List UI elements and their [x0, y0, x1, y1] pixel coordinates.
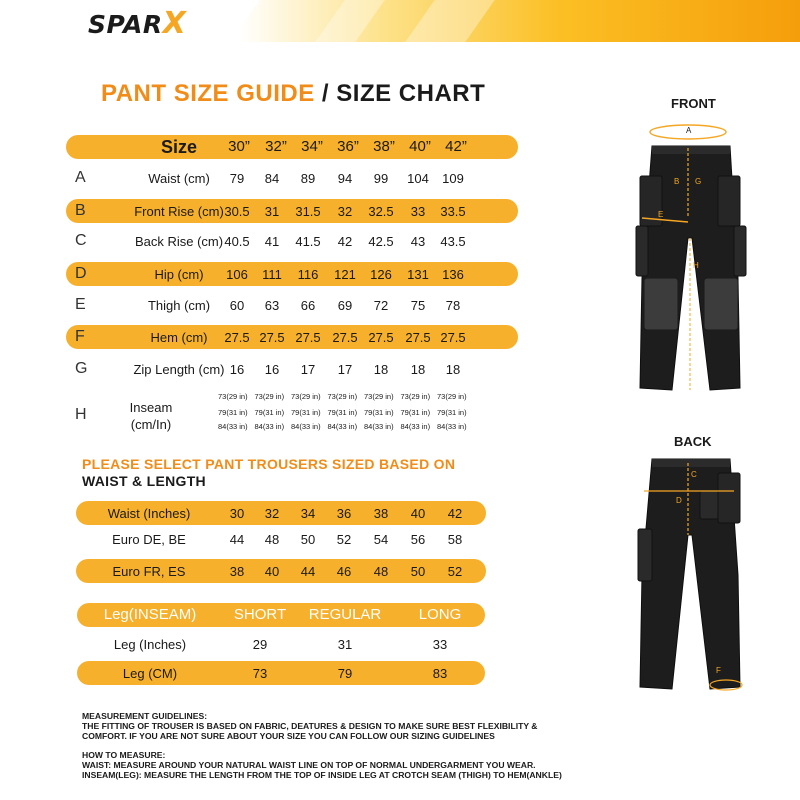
inseam-value: 84(33 in): [291, 422, 321, 431]
row-value: 69: [337, 298, 353, 313]
row-label: Hip (cm): [154, 267, 204, 282]
how-to-measure-inseam: INSEAM(LEG): MEASURE THE LENGTH FROM THE TOP OF INSIDE LEG AT CROTCH SEAM (THIGH) TO HEM(ANKLE): [82, 770, 562, 780]
size-header-value: 32”: [265, 138, 287, 155]
row-value: 17: [300, 362, 316, 377]
back-waistband: [652, 459, 730, 467]
row-value: 31: [264, 204, 280, 219]
size-row-hem: [66, 325, 518, 349]
row-value: 30: [229, 506, 245, 521]
row-value: 58: [447, 532, 463, 547]
leg-row-inches: [77, 632, 485, 656]
row-label: Euro DE, BE: [112, 532, 186, 547]
row-value: 27.5: [259, 330, 285, 345]
inseam-label-line1: Inseam: [129, 400, 173, 415]
size-header-value: 30”: [228, 138, 250, 155]
row-label: Leg (Inches): [113, 637, 187, 652]
brand-name: SPAR: [88, 10, 163, 39]
row-value: 16: [264, 362, 280, 377]
row-value: 40.5: [224, 234, 250, 249]
row-label: Back Rise (cm): [134, 234, 224, 249]
inseam-values-line3: [218, 422, 474, 431]
back-pants-illustration: [630, 455, 750, 695]
row-label: Front Rise (cm): [134, 204, 224, 219]
title-separator: /: [314, 80, 337, 107]
row-value: 30.5: [224, 204, 250, 219]
row-label: Waist (cm): [148, 171, 210, 186]
row-value: 121: [334, 267, 356, 282]
size-row-waist: [66, 166, 518, 190]
row-label: Zip Length (cm): [133, 362, 225, 377]
inseam-value: 84(33 in): [437, 422, 467, 431]
waist-row-euro-de: [76, 527, 486, 551]
row-value: 42.5: [368, 234, 394, 249]
marker-f: F: [716, 666, 721, 675]
row-value: 73: [252, 666, 268, 681]
marker-a: A: [686, 126, 692, 135]
row-value: 27.5: [405, 330, 431, 345]
row-value: 72: [373, 298, 389, 313]
row-value: 116: [297, 267, 319, 282]
row-value: 44: [229, 532, 245, 547]
row-value: 52: [447, 564, 463, 579]
row-letter: A: [75, 169, 86, 186]
row-value: 79: [229, 171, 245, 186]
inseam-label: [126, 399, 176, 433]
brand-x: X: [162, 6, 187, 41]
row-value: 63: [264, 298, 280, 313]
row-letter: G: [75, 360, 88, 377]
size-row-zip-length: [66, 357, 518, 381]
row-value: 38: [373, 506, 389, 521]
size-header-value: 36”: [337, 138, 359, 155]
row-value: 33: [432, 637, 448, 652]
row-value: 126: [370, 267, 392, 282]
row-value: 60: [229, 298, 245, 313]
row-value: 52: [336, 532, 352, 547]
row-value: 94: [337, 171, 353, 186]
inseam-value: 73(29 in): [364, 392, 394, 401]
front-cargo-pocket-left: [636, 226, 648, 276]
leg-header-value: SHORT: [233, 606, 287, 623]
brand-logo: [88, 6, 186, 41]
title-part1: PANT SIZE GUIDE: [101, 80, 315, 107]
inseam-value: 84(33 in): [364, 422, 394, 431]
size-header-label: Size: [160, 137, 198, 157]
row-label: Hem (cm): [150, 330, 208, 345]
row-value: 48: [373, 564, 389, 579]
how-to-measure-heading: HOW TO MEASURE:: [82, 750, 166, 760]
marker-e: E: [658, 210, 664, 219]
notice-line1: PLEASE SELECT PANT TROUSERS SIZED BASED ON: [82, 456, 456, 472]
row-value: 84: [264, 171, 280, 186]
marker-d: D: [676, 496, 682, 505]
row-value: 18: [445, 362, 461, 377]
size-header-value: 40”: [409, 138, 431, 155]
row-value: 41.5: [295, 234, 321, 249]
inseam-letter: H: [75, 406, 87, 423]
row-value: 43: [410, 234, 426, 249]
row-value: 33: [410, 204, 426, 219]
row-value: 18: [373, 362, 389, 377]
inseam-value: 73(29 in): [291, 392, 321, 401]
marker-h: H: [693, 261, 699, 270]
row-value: 27.5: [440, 330, 466, 345]
row-value: 38: [229, 564, 245, 579]
row-value: 111: [262, 267, 282, 282]
back-holster-pocket: [718, 473, 740, 523]
front-knee-pad-left: [644, 278, 678, 330]
row-value: 44: [300, 564, 316, 579]
row-letter: C: [75, 232, 87, 249]
front-view-label: FRONT: [671, 96, 716, 111]
row-value: 43.5: [440, 234, 466, 249]
leg-header-label: Leg(INSEAM): [103, 606, 197, 623]
inseam-value: 79(31 in): [254, 408, 285, 417]
marker-g: G: [695, 177, 702, 186]
front-waistband: [652, 146, 730, 154]
inseam-values-line1: [218, 392, 474, 401]
inseam-value: 79(31 in): [218, 408, 248, 417]
row-letter: E: [75, 296, 86, 313]
front-cargo-pocket-right: [734, 226, 746, 276]
inseam-value: 73(29 in): [218, 392, 248, 401]
how-to-measure-waist: WAIST: MEASURE AROUND YOUR NATURAL WAIST LINE ON TOP OF NORMAL UNDERGARMENT YOU WEAR.: [82, 760, 536, 770]
inseam-value: 73(29 in): [254, 392, 285, 401]
header-banner: [0, 0, 800, 42]
row-value: 33.5: [440, 204, 466, 219]
inseam-value: 79(31 in): [364, 408, 394, 417]
inseam-label-line2: (cm/In): [130, 417, 172, 432]
inseam-value: 84(33 in): [400, 422, 431, 431]
row-letter: F: [75, 328, 85, 345]
waist-row-euro-fr: [76, 559, 486, 583]
inseam-value: 84(33 in): [254, 422, 285, 431]
row-value: 83: [432, 666, 448, 681]
row-value: 56: [410, 532, 426, 547]
inseam-value: 73(29 in): [437, 392, 467, 401]
leg-row-cm: [77, 661, 485, 685]
leg-header-value: LONG: [418, 606, 462, 623]
row-value: 42: [337, 234, 353, 249]
row-value: 27.5: [295, 330, 321, 345]
row-value: 79: [337, 666, 353, 681]
inseam-value: 73(29 in): [400, 392, 431, 401]
size-row-back-rise: [66, 229, 518, 253]
row-value: 16: [229, 362, 245, 377]
row-value: 17: [337, 362, 353, 377]
notice-line2: WAIST & LENGTH: [82, 473, 206, 489]
row-value: 131: [407, 267, 429, 282]
row-value: 54: [373, 532, 389, 547]
row-value: 89: [300, 171, 316, 186]
back-cargo-pocket-left: [638, 529, 652, 581]
marker-c: C: [691, 470, 697, 479]
row-value: 50: [410, 564, 426, 579]
row-value: 32.5: [368, 204, 394, 219]
row-value: 29: [252, 637, 268, 652]
row-value: 34: [300, 506, 316, 521]
row-value: 109: [442, 171, 464, 186]
page-title: [101, 80, 485, 108]
guidelines-heading: MEASUREMENT GUIDELINES:: [82, 711, 208, 721]
back-view-label: BACK: [674, 434, 712, 449]
front-knee-pad-right: [704, 278, 738, 330]
row-value: 40: [410, 506, 426, 521]
size-header-row: [66, 135, 518, 159]
row-value: 99: [373, 171, 389, 186]
title-part2: SIZE CHART: [336, 80, 486, 107]
row-value: 48: [264, 532, 280, 547]
inseam-value: 79(31 in): [327, 408, 358, 417]
front-holster-pocket-right: [718, 176, 740, 226]
inseam-value: 84(33 in): [327, 422, 358, 431]
row-label: Thigh (cm): [147, 298, 211, 313]
inseam-value: 79(31 in): [291, 408, 321, 417]
row-letter: D: [75, 265, 87, 282]
row-value: 78: [445, 298, 461, 313]
size-row-front-rise: [66, 199, 518, 223]
row-value: 27.5: [368, 330, 394, 345]
leg-header-row: [77, 603, 485, 627]
inseam-values-line2: [218, 408, 474, 417]
row-value: 136: [442, 267, 464, 282]
guidelines-line2: COMFORT. IF YOU ARE NOT SURE ABOUT YOUR SIZE YOU CAN FOLLOW OUR SIZING GUIDELINES: [82, 731, 495, 741]
size-header-value: 38”: [373, 138, 395, 155]
row-value: 40: [264, 564, 280, 579]
row-label: Euro FR, ES: [112, 564, 186, 579]
waist-row-inches: [76, 501, 486, 525]
row-value: 75: [410, 298, 426, 313]
row-label: Waist (Inches): [107, 506, 191, 521]
row-value: 50: [300, 532, 316, 547]
row-letter: B: [75, 202, 86, 219]
row-value: 18: [410, 362, 426, 377]
row-value: 36: [336, 506, 352, 521]
row-value: 104: [407, 171, 429, 186]
row-value: 31: [337, 637, 353, 652]
row-value: 32: [337, 204, 353, 219]
marker-b: B: [674, 177, 680, 186]
inseam-value: 73(29 in): [327, 392, 358, 401]
row-value: 106: [226, 267, 248, 282]
row-label: Leg (CM): [122, 666, 178, 681]
size-row-thigh: [66, 293, 518, 317]
inseam-value: 79(31 in): [400, 408, 431, 417]
row-value: 46: [336, 564, 352, 579]
row-value: 27.5: [332, 330, 358, 345]
size-header-value: 42”: [445, 138, 467, 155]
inseam-value: 84(33 in): [218, 422, 248, 431]
row-value: 32: [264, 506, 280, 521]
size-header-value: 34”: [301, 138, 323, 155]
row-value: 27.5: [224, 330, 250, 345]
leg-header-value: REGULAR: [308, 606, 382, 623]
front-pants-illustration: [630, 118, 750, 398]
row-value: 41: [264, 234, 280, 249]
size-row-hip: [66, 262, 518, 286]
row-value: 66: [300, 298, 316, 313]
row-value: 31.5: [295, 204, 321, 219]
guidelines-line1: THE FITTING OF TROUSER IS BASED ON FABRIC, DEATURES & DESIGN TO MAKE SURE BEST FLEXIBILITY &: [82, 721, 538, 731]
row-value: 42: [447, 506, 463, 521]
inseam-value: 79(31 in): [437, 408, 467, 417]
